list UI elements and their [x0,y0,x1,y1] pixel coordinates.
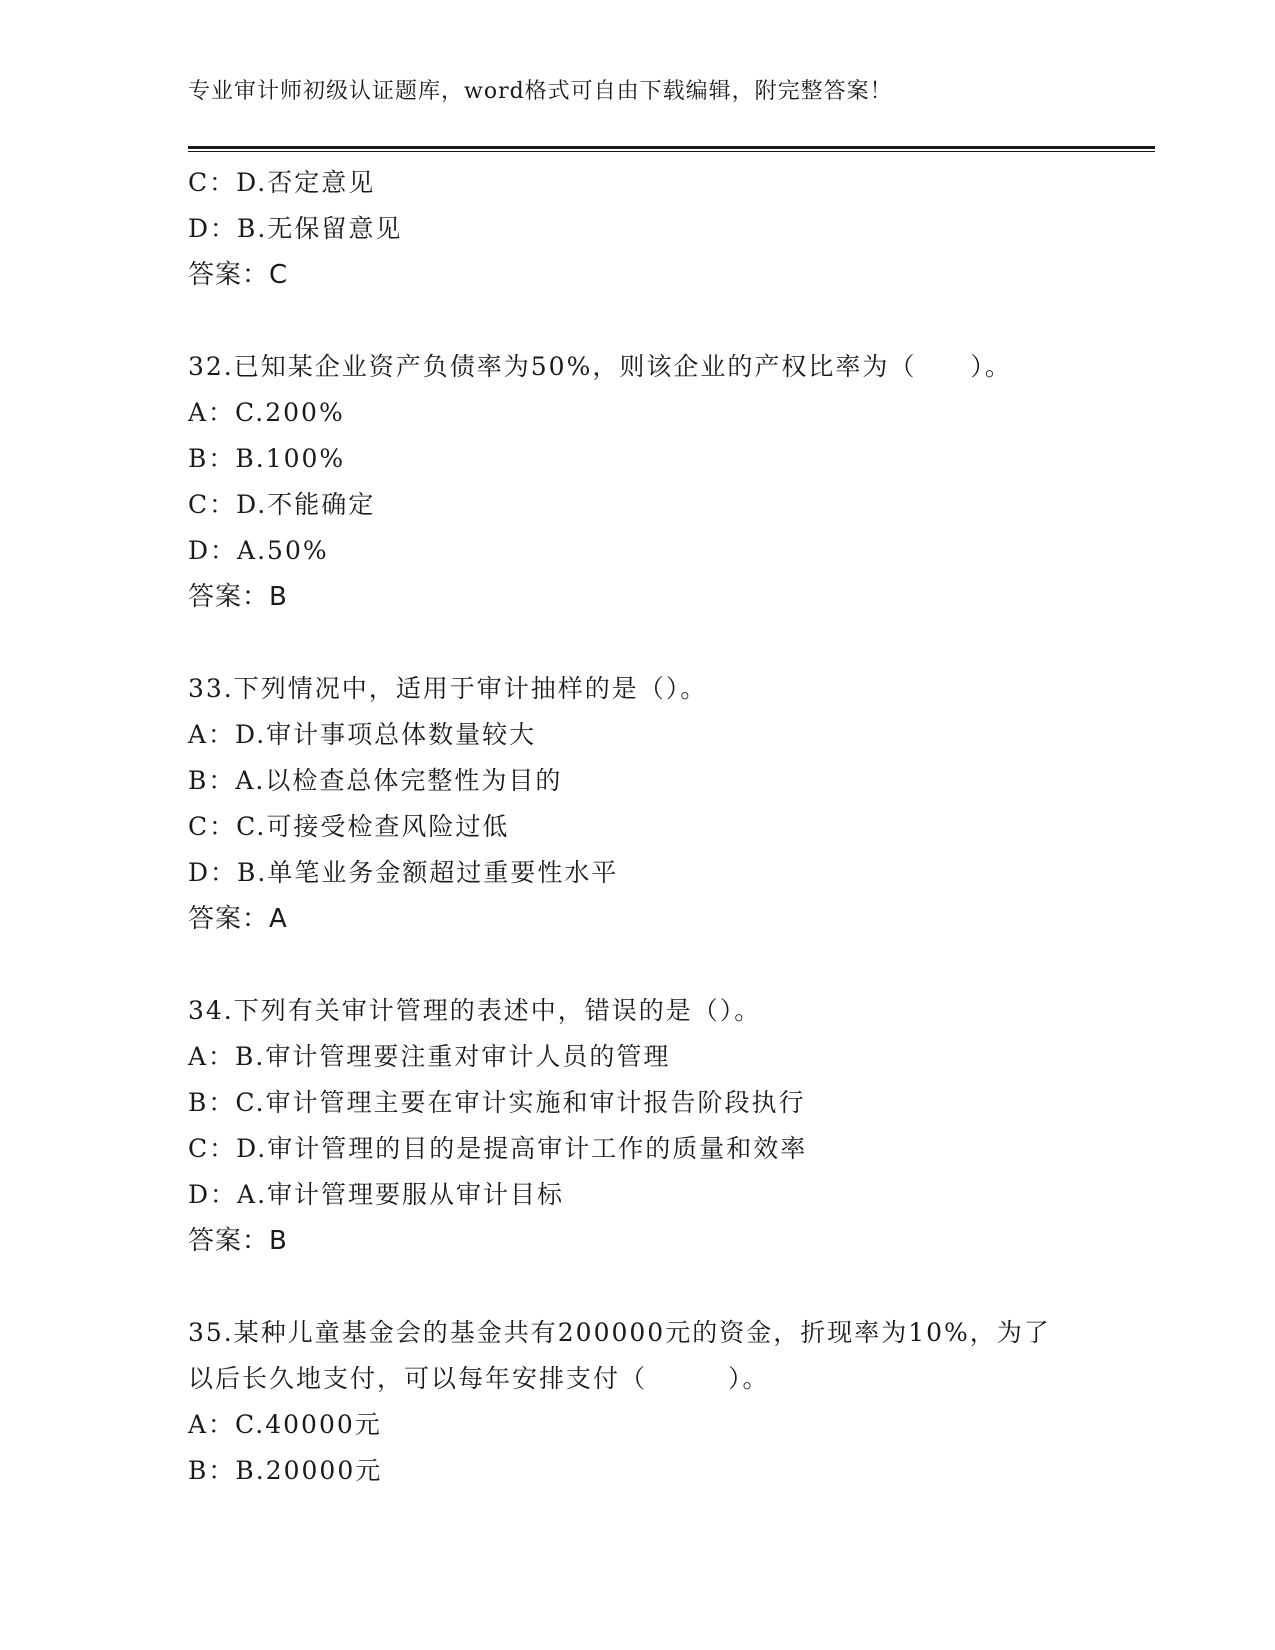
spacer [188,942,1155,988]
option-b: B：B.100% [188,444,346,473]
answer-line: 答案：C [188,260,289,290]
answer-line: 答案：A [188,904,288,934]
option-a: A：D.审计事项总体数量较大 [188,720,537,749]
spacer [188,620,1155,666]
question-block-33 [188,666,1155,942]
spacer [188,298,1155,344]
question-stem-line-2: 以后长久地支付，可以每年安排支付（ ）。 [188,1364,770,1393]
option-d: D：A.审计管理要服从审计目标 [188,1180,565,1209]
option-a: A：C.200% [188,398,345,427]
question-list [188,160,1155,1494]
answer-line: 答案：B [188,582,288,612]
option-a: A：B.审计管理要注重对审计人员的管理 [188,1042,671,1071]
spacer [188,1264,1155,1310]
option-c: C：D.不能确定 [188,490,376,519]
question-block-35 [188,1310,1155,1494]
question-stem: 34.下列有关审计管理的表述中，错误的是（）。 [188,996,762,1025]
question-block-34 [188,988,1155,1264]
question-block-32 [188,344,1155,620]
option-a: A：C.40000元 [188,1410,382,1439]
option-c: C：D.否定意见 [188,168,376,197]
option-d: D：B.单笔业务金额超过重要性水平 [188,858,619,887]
option-b: B：A.以检查总体完整性为目的 [188,766,563,795]
option-d: D：A.50% [188,536,329,565]
question-stem-line-1: 35.某种儿童基金会的基金共有200000元的资金，折现率为10%，为了 [188,1318,1051,1347]
option-b: B：B.20000元 [188,1456,383,1485]
question-stem: 32.已知某企业资产负债率为50%，则该企业的产权比率为（ ）。 [188,352,1012,381]
option-d: D：B.无保留意见 [188,214,403,243]
option-c: C：D.审计管理的目的是提高审计工作的质量和效率 [188,1134,808,1163]
option-b: B：C.审计管理主要在审计实施和审计报告阶段执行 [188,1088,806,1117]
answer-line: 答案：B [188,1226,288,1256]
header-rule-thick [188,146,1155,149]
document-header: 专业审计师初级认证题库，word格式可自由下载编辑，附完整答案！ [188,79,893,104]
question-stem: 33.下列情况中，适用于审计抽样的是（）。 [188,674,708,703]
question-block-prev [188,160,1155,298]
option-c: C：C.可接受检查风险过低 [188,812,510,841]
header-rule-thin [188,151,1155,152]
